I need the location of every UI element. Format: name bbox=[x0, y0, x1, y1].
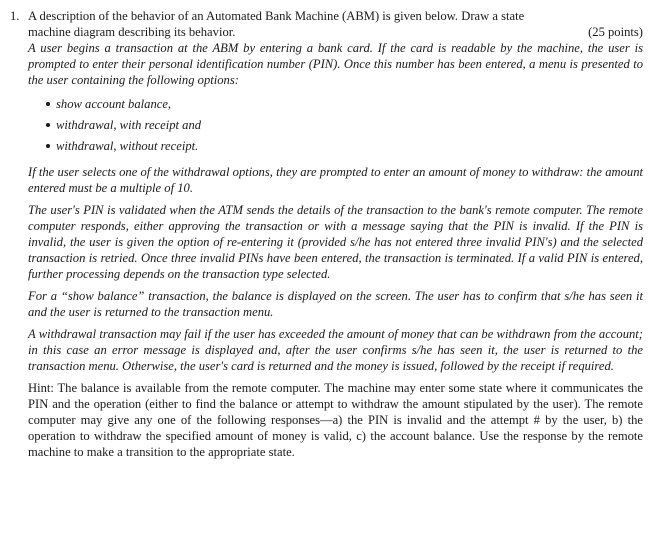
question-body bbox=[28, 8, 643, 40]
question-header bbox=[10, 8, 643, 40]
paragraph-withdrawal-failure: A withdrawal transaction may fail if the user has exceeded the amount of money that can be withdrawn from the account; in this case an error message is displayed and, after the user confirms s/he has seen it, the user is returned to the transaction menu. Otherwise, the user's card is returned and the money is issued, followed by the receipt if required. bbox=[28, 327, 643, 373]
paragraph-pin-validation: The user's PIN is validated when the ATM sends the details of the transaction to the bank's remote computer. The remote computer responds, either approving the transaction or with a message saying that the PIN is invalid. If the PIN is invalid, the user is given the option of re-entering it (provided s/he has not entered three invalid PIN's) and the selected transaction is retried. Once three invalid PINs have been entered, the transaction is terminated. If a valid PIN is entered, further processing depends on the transaction type selected. bbox=[28, 203, 643, 281]
question-points: (25 points) bbox=[588, 25, 643, 39]
paragraph-card-entry: A user begins a transaction at the ABM by entering a bank card. If the card is readable by the machine, the user is prompted to enter their personal identification number (PIN). Once this number has been entered, a menu is presented to the user containing the following options: bbox=[28, 41, 643, 87]
paragraph-hint: Hint: The balance is available from the remote computer. The machine may enter some state where it communicates the PIN and the operation (either to find the balance or attempt to withdraw the amount stipulated by the user). The remote computer may give any one of the following responses—a) the PIN is invalid and the attempt # by the user, b) the operation to withdraw the specified amount of money is valid, c) the account balance. Use the response by the remote machine to make a transition to the appropriate state. bbox=[28, 381, 643, 459]
question-intro-line2: machine diagram describing its behavior. bbox=[28, 25, 236, 39]
question-content bbox=[10, 40, 643, 460]
paragraph-withdrawal-amount: If the user selects one of the withdrawal options, they are prompted to enter an amount of money to withdraw: the amount entered must be a multiple of 10. bbox=[28, 165, 643, 195]
question-intro-row bbox=[28, 24, 643, 40]
option-show-balance: show account balance, bbox=[46, 96, 643, 112]
option-withdrawal-receipt: withdrawal, with receipt and bbox=[46, 117, 643, 133]
paragraph-show-balance: For a “show balance” transaction, the balance is displayed on the screen. The user has to confirm that s/he has seen it and the user is returned to the transaction menu. bbox=[28, 289, 643, 319]
question-number: 1. bbox=[10, 9, 20, 23]
option-withdrawal-no-receipt: withdrawal, without receipt. bbox=[46, 138, 643, 154]
question-intro-line1: A description of the behavior of an Automated Bank Machine (ABM) is given below. Draw a state bbox=[28, 9, 525, 23]
menu-options-list bbox=[28, 96, 643, 154]
